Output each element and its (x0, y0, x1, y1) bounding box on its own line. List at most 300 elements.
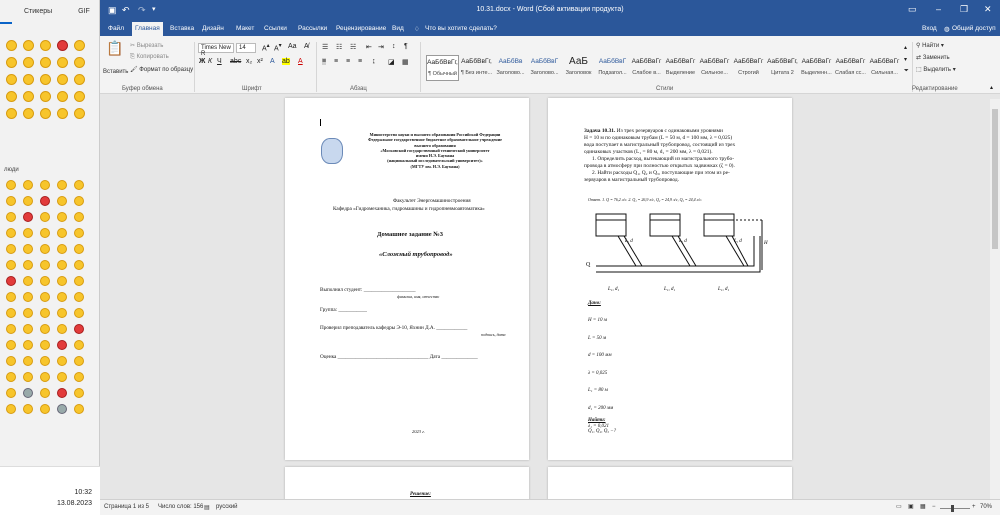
styles-scroll-up-icon[interactable]: ▴ (904, 45, 908, 51)
print-layout-icon[interactable]: ▣ (908, 504, 914, 510)
show-marks-icon[interactable]: ¶ (404, 43, 408, 50)
emoji[interactable] (57, 108, 68, 119)
font-color-icon[interactable]: A (298, 58, 303, 65)
given-item: L = 50 м (588, 335, 607, 341)
shading-icon[interactable]: ◪ (388, 59, 395, 66)
emoji[interactable] (6, 91, 17, 102)
emoji[interactable] (57, 91, 68, 102)
style-item[interactable] (732, 55, 765, 81)
emoji[interactable] (6, 244, 16, 254)
scroll-thumb[interactable] (992, 109, 998, 249)
emoji[interactable] (57, 356, 67, 366)
emoji[interactable] (6, 388, 16, 398)
style-item[interactable] (426, 55, 459, 81)
sort-icon[interactable]: ↕ (392, 43, 396, 50)
grade-field: Оценка ___________________________________ Дата ______________ (320, 354, 478, 360)
divider (420, 42, 421, 92)
find-heading: Найти: (588, 418, 606, 423)
given-item: λ₁ = 0,021 (588, 423, 610, 429)
decrease-indent-icon[interactable]: ⇤ (366, 44, 372, 51)
zoom-in-icon[interactable]: + (972, 504, 976, 510)
emoji[interactable] (74, 404, 84, 414)
faculty-line: Факультет Энергомашиностроения (393, 198, 471, 204)
emoji[interactable] (57, 244, 67, 254)
style-item[interactable] (698, 55, 731, 81)
page-1[interactable] (285, 98, 529, 460)
student-hint: фамилия, имя, отчество (397, 294, 440, 299)
emoji[interactable] (23, 212, 33, 222)
given-heading: Дано: (588, 301, 601, 306)
given-item: H = 10 м (588, 318, 607, 323)
clear-format-icon[interactable]: A̸ (304, 43, 309, 50)
emoji[interactable] (6, 356, 16, 366)
heart-emoji[interactable] (57, 40, 68, 51)
student-field: Выполнил студент: ____________________ (320, 287, 416, 293)
emoji[interactable] (74, 276, 84, 286)
style-sample: АаБбВвГ (530, 58, 559, 65)
paste-button[interactable]: Вставить (103, 69, 129, 75)
emoji[interactable] (57, 57, 68, 68)
solution-heading: Решение: (410, 492, 431, 497)
tab-view[interactable]: Вид (392, 25, 404, 32)
style-name: Строгий (738, 70, 759, 76)
given-item: L₁ = 80 м (588, 388, 608, 394)
emoji[interactable] (23, 324, 33, 334)
emoji[interactable] (40, 292, 50, 302)
ribbon-options-icon[interactable]: ▭ (908, 4, 917, 14)
emoji[interactable] (57, 212, 67, 222)
vertical-scrollbar[interactable] (990, 99, 1000, 499)
org-line: высшего образования (414, 142, 456, 148)
emoji[interactable] (57, 228, 67, 238)
tab-references[interactable]: Ссылки (264, 25, 287, 32)
text-cursor (320, 119, 321, 126)
emoji-panel (0, 0, 100, 515)
emoji[interactable] (57, 276, 67, 286)
emoji[interactable] (74, 292, 84, 302)
emoji[interactable] (23, 91, 34, 102)
select-label: Выделить (923, 67, 952, 73)
emoji[interactable] (6, 308, 16, 318)
emoji[interactable] (23, 292, 33, 302)
branch-label: L, d (625, 239, 633, 244)
emoji[interactable] (74, 74, 85, 85)
emoji[interactable] (40, 260, 50, 270)
emoji[interactable] (40, 180, 50, 190)
emoji[interactable] (6, 372, 16, 382)
style-name: ¶ Без инте... (460, 70, 493, 76)
copy-label: Копировать (136, 54, 169, 60)
borders-icon[interactable]: ▦ (402, 59, 409, 66)
year-line: 2023 г. (412, 429, 425, 434)
style-name: Заголово... (496, 70, 525, 76)
style-sample: АаБбВв (498, 58, 523, 65)
active-tab-underline (0, 22, 12, 24)
tab-review[interactable]: Рецензирование (336, 25, 387, 32)
font-name-select[interactable]: Times New R (198, 43, 234, 53)
styles-more-icon[interactable]: ⏷ (904, 68, 909, 74)
org-line: «Московский государственный технический университет (380, 147, 490, 153)
branch-label: L, d (734, 239, 742, 244)
university-emblem (321, 138, 343, 164)
style-item[interactable] (834, 55, 867, 81)
emoji[interactable] (6, 260, 16, 270)
paste-icon[interactable]: 📋 (106, 40, 124, 56)
format-painter-button[interactable]: 🖌 Формат по образцу (130, 67, 194, 73)
zoom-out-icon[interactable]: − (932, 504, 936, 510)
read-mode-icon[interactable]: ▭ (896, 504, 902, 510)
emoji[interactable] (74, 57, 85, 68)
emoji[interactable] (74, 356, 84, 366)
emoji[interactable] (40, 356, 50, 366)
emoji[interactable] (6, 180, 16, 190)
emoji[interactable] (6, 212, 16, 222)
organization-header (355, 132, 515, 169)
emoji-grid-recent (6, 40, 91, 119)
emoji[interactable] (74, 196, 84, 206)
branch-label: L, d (679, 239, 687, 244)
emoji[interactable] (57, 372, 67, 382)
format-painter-label: Формат по образцу (139, 67, 194, 73)
emoji[interactable] (40, 57, 51, 68)
style-item[interactable] (596, 55, 629, 81)
style-name: Выделенн... (801, 70, 832, 76)
superscript-icon[interactable]: x² (257, 58, 263, 65)
font-group-label: Шрифт (242, 86, 262, 92)
segment-label: L₁, d₁ (664, 287, 676, 292)
emoji[interactable] (23, 340, 33, 350)
task-line: 1. Определить расход, вытекающий из магистрального трубо- (592, 156, 735, 162)
style-name: Сильная... (871, 70, 898, 76)
lightbulb-icon: ♢ (414, 26, 420, 33)
text-effects-icon[interactable]: A (270, 58, 275, 65)
task-line: H = 10 м по одинаковым трубам (L = 50 м, d = 100 мм, λ = 0,025) (584, 135, 733, 141)
emoji[interactable] (23, 180, 33, 190)
underline-button[interactable]: Ч (217, 58, 222, 65)
emoji[interactable] (23, 74, 34, 85)
style-sample: АаБбВвГг (835, 58, 866, 65)
window-title: 10.31.docx - Word (Сбой активации продукта) (476, 6, 624, 13)
homework-subtitle: «Сложный трубопровод» (379, 251, 453, 258)
emoji[interactable] (57, 292, 67, 302)
task-line: Из трех резервуаров с одинаковыми уровнями (616, 128, 723, 134)
emoji[interactable] (57, 308, 67, 318)
org-line: Федеральное государственное бюджетное образовательное учреждение (368, 137, 502, 143)
customize-icon[interactable]: ▾ (152, 6, 156, 13)
zoom-slider-thumb[interactable] (951, 505, 954, 512)
undo-icon[interactable]: ↶ (122, 5, 130, 15)
bullets-icon[interactable]: ☰ (322, 44, 329, 51)
select-button[interactable]: ⬚ Выделить ▾ (916, 67, 956, 73)
emoji[interactable] (74, 228, 84, 238)
close-icon[interactable]: ✕ (984, 4, 992, 14)
ribbon-tabs (100, 22, 1000, 36)
emoji[interactable] (74, 260, 84, 270)
emoji[interactable] (57, 180, 67, 190)
answer-line: Ответ. 1. Q = 76,2 л/с. 2. Q₁ = 26,9 л/с, Q₂ = 24,9 л/с, Q₃ = 24,4 л/с. (588, 197, 703, 202)
emoji[interactable] (57, 404, 67, 414)
multilevel-icon[interactable]: ☵ (350, 44, 357, 51)
emoji[interactable] (74, 40, 85, 51)
style-name: Слабая сс... (835, 70, 866, 76)
group-field: Группа: ___________ (320, 307, 367, 313)
word-count[interactable]: Число слов: 156 (158, 504, 204, 510)
align-center-icon[interactable]: ≡ (334, 58, 339, 65)
task-line: провода в атмосферу при полностью открытых задвижках (ζ = 0). (584, 163, 735, 169)
highlight-icon[interactable]: ab (282, 58, 290, 65)
ribbon (100, 36, 1000, 94)
styles-group-label: Стили (656, 86, 674, 92)
clock-date: 13.08.2023 (56, 500, 92, 507)
emoji[interactable] (40, 196, 50, 206)
tab-mailings[interactable]: Рассылки (298, 25, 328, 32)
emoji[interactable] (23, 196, 33, 206)
page-count[interactable]: Страница 1 из 5 (104, 504, 149, 510)
style-sample: АаБбВвГг, (427, 59, 458, 66)
emoji[interactable] (6, 57, 17, 68)
emoji[interactable] (74, 91, 85, 102)
emoji[interactable] (74, 180, 84, 190)
height-label: H (764, 241, 768, 246)
emoji[interactable] (23, 228, 33, 238)
font-size-select[interactable]: 14 (236, 43, 256, 53)
emoji[interactable] (40, 276, 50, 286)
style-item[interactable] (800, 55, 833, 81)
tab-layout[interactable]: Макет (236, 25, 255, 32)
emoji[interactable] (23, 404, 33, 414)
cut-button[interactable]: ✂ Вырезать (130, 43, 164, 49)
numbering-icon[interactable]: ☷ (336, 44, 343, 51)
emoji[interactable] (40, 324, 50, 334)
style-name: Слабое в... (632, 70, 661, 76)
emoji[interactable] (40, 212, 50, 222)
find-label: Найти (922, 43, 940, 49)
signin-link[interactable]: Вход (922, 25, 937, 32)
emoji[interactable] (40, 372, 50, 382)
style-name: Заголово... (530, 70, 559, 76)
strikethrough-icon[interactable]: abc (230, 58, 242, 65)
maximize-icon[interactable]: ❐ (960, 4, 969, 14)
emoji[interactable] (6, 228, 16, 238)
emoji[interactable] (40, 40, 51, 51)
style-item[interactable] (630, 55, 663, 81)
emoji[interactable] (74, 340, 84, 350)
divider (912, 42, 913, 92)
grow-font-icon[interactable]: A▴ (262, 43, 270, 53)
emoji[interactable] (23, 108, 34, 119)
emoji[interactable] (57, 74, 68, 85)
style-item[interactable] (562, 55, 595, 81)
style-sample: АаБбВвГг, (461, 58, 492, 65)
emoji[interactable] (57, 324, 67, 334)
redo-icon[interactable]: ↷ (138, 5, 146, 15)
signature-hint: подпись, дата (481, 332, 506, 337)
replace-button[interactable]: ⇄ Заменить (916, 55, 950, 61)
style-name: ¶ Обычный (428, 71, 457, 77)
minimize-icon[interactable]: – (936, 4, 942, 14)
user-icon: ◍ (944, 26, 950, 33)
style-sample: АаБбВвГг (733, 58, 764, 65)
emoji[interactable] (23, 260, 33, 270)
department-line: Кафедра «Гидромеханика, гидромашины и гидропневмоавтоматика» (333, 206, 485, 212)
task-line: одинаковых участков (L₁ = 80 м, d₁ = 200 мм, λ = 0,021). (584, 149, 713, 155)
line-spacing-icon[interactable]: ↨ (372, 58, 376, 65)
editing-group-label: Редактирование (912, 86, 958, 92)
emoji[interactable] (6, 404, 16, 414)
emoji[interactable] (23, 356, 33, 366)
emoji[interactable] (23, 276, 33, 286)
justify-icon[interactable]: ≡ (358, 58, 363, 65)
emoji[interactable] (23, 244, 33, 254)
find-line: Q₁, Q₂, Q₃ −? (588, 429, 617, 434)
emoji[interactable] (74, 372, 84, 382)
emoji[interactable] (23, 40, 34, 51)
subscript-icon[interactable]: x₂ (246, 58, 253, 65)
proofing-icon[interactable]: ▤ (204, 505, 210, 511)
given-item: λ = 0,025 (588, 370, 608, 376)
style-item[interactable] (460, 55, 493, 81)
style-item[interactable] (868, 55, 901, 81)
bold-button[interactable]: Ж (199, 58, 206, 65)
tab-gif[interactable]: GIF (78, 7, 90, 15)
divider (194, 42, 195, 92)
style-name: Подзагол... (598, 70, 627, 76)
emoji[interactable] (74, 324, 84, 334)
given-item: d₁ = 200 мм (588, 405, 614, 411)
share-button[interactable]: Общий доступ (952, 25, 996, 32)
change-case-icon[interactable]: Aa (288, 43, 297, 50)
emoji[interactable] (40, 74, 51, 85)
org-line: имени Н.Э. Баумана (415, 153, 455, 159)
emoji[interactable] (23, 388, 33, 398)
emoji[interactable] (6, 196, 16, 206)
page-2[interactable] (548, 98, 792, 460)
web-layout-icon[interactable]: ▦ (920, 504, 926, 510)
status-bar (100, 499, 1000, 515)
emoji[interactable] (74, 244, 84, 254)
section-label: люди (4, 167, 19, 173)
emoji[interactable] (6, 324, 16, 334)
emoji[interactable] (40, 108, 51, 119)
emoji[interactable] (74, 388, 84, 398)
style-name: Заголовок (565, 70, 592, 76)
tab-stickers[interactable]: Стикеры (24, 7, 53, 15)
style-sample: АаБбВвГг (699, 58, 730, 65)
task-heading: Задача 10.31. (584, 128, 616, 134)
org-line: (МГТУ им. Н.Э. Баумана) (410, 163, 460, 169)
emoji[interactable] (23, 57, 34, 68)
italic-button[interactable]: К (208, 58, 213, 65)
emoji[interactable] (40, 308, 50, 318)
style-name: Цитата 2 (771, 70, 794, 76)
style-name: Сильное... (701, 70, 728, 76)
find-button[interactable]: ⚲ Найти ▾ (916, 43, 944, 49)
emoji[interactable] (6, 340, 16, 350)
emoji[interactable] (40, 340, 50, 350)
tab-home[interactable]: Главная (132, 22, 163, 36)
style-item[interactable] (494, 55, 527, 81)
style-sample: АаБ (569, 56, 588, 67)
given-list (588, 312, 613, 435)
zoom-level[interactable]: 70% (980, 504, 993, 510)
checked-field: Проверил преподаватель кафедры Э-10, Яхнин Д.А. ____________ (320, 325, 468, 331)
tab-insert[interactable]: Вставка (170, 25, 195, 32)
homework-title: Домашнее задание №3 (377, 231, 444, 238)
title-bar (100, 0, 1000, 22)
shrink-font-icon[interactable]: A▾ (274, 43, 282, 53)
emoji[interactable] (6, 40, 17, 51)
segment-label: L₁, d₁ (718, 287, 730, 292)
emoji[interactable] (23, 372, 33, 382)
emoji[interactable] (40, 244, 50, 254)
emoji-tabs (0, 0, 99, 22)
tab-design[interactable]: Дизайн (202, 25, 224, 32)
style-sample: АаБбВвГг (801, 58, 832, 65)
style-item[interactable] (664, 55, 697, 81)
style-sample: АаБбВвГг (869, 58, 900, 65)
cut-label: Вырезать (136, 43, 164, 49)
emoji[interactable] (40, 388, 50, 398)
org-line: Министерство науки и высшего образования Российской Федерации (369, 132, 501, 137)
emoji[interactable] (74, 212, 84, 222)
style-name: Выделение (665, 70, 696, 76)
emoji[interactable] (40, 228, 50, 238)
clock-time: 10:32 (74, 489, 92, 496)
emoji[interactable] (57, 196, 67, 206)
tab-file[interactable]: Файл (108, 25, 124, 32)
emoji[interactable] (57, 260, 67, 270)
align-right-icon[interactable]: ≡ (346, 58, 351, 65)
styles-scroll-down-icon[interactable]: ▾ (904, 57, 908, 63)
task-line: 2. Найти расходы Q₁, Q₂ и Q₃, поступающие при этом из ре- (592, 170, 730, 176)
tell-me-input[interactable]: Что вы хотите сделать? (425, 25, 497, 32)
clock[interactable] (57, 487, 92, 509)
emoji-grid-people (6, 180, 91, 414)
given-item: d = 100 мм (588, 353, 612, 359)
emoji[interactable] (23, 308, 33, 318)
style-sample: АаБбВвГг (665, 58, 696, 65)
emoji[interactable] (6, 108, 17, 119)
emoji[interactable] (57, 388, 67, 398)
emoji[interactable] (6, 74, 17, 85)
increase-indent-icon[interactable]: ⇥ (378, 44, 384, 51)
copy-button[interactable]: ⎘ Копировать (130, 54, 169, 60)
pipeline-diagram (578, 208, 768, 298)
emoji[interactable] (74, 108, 85, 119)
replace-label: Заменить (922, 55, 950, 61)
style-item[interactable] (528, 55, 561, 81)
emoji[interactable] (57, 340, 67, 350)
emoji[interactable] (40, 404, 50, 414)
style-sample: АаБбВвГг, (767, 58, 798, 65)
emoji[interactable] (74, 308, 84, 318)
flow-label: Q (586, 262, 591, 268)
emoji[interactable] (6, 292, 16, 302)
style-item[interactable] (766, 55, 799, 81)
style-sample: АаБбВвГг (631, 58, 662, 65)
align-left-icon[interactable]: ≡ (322, 58, 327, 65)
segment-label: L₁, d₁ (608, 287, 620, 292)
emoji[interactable] (6, 276, 16, 286)
emoji[interactable] (40, 91, 51, 102)
clipboard-group-label: Буфер обмена (122, 86, 163, 92)
taskbar (0, 466, 100, 515)
language[interactable]: русский (216, 504, 238, 510)
save-icon[interactable]: ▣ (108, 5, 117, 15)
collapse-ribbon-icon[interactable]: ▴ (990, 85, 994, 91)
zoom-slider[interactable] (940, 508, 970, 509)
style-sample: АаБбВвГ (598, 58, 627, 65)
